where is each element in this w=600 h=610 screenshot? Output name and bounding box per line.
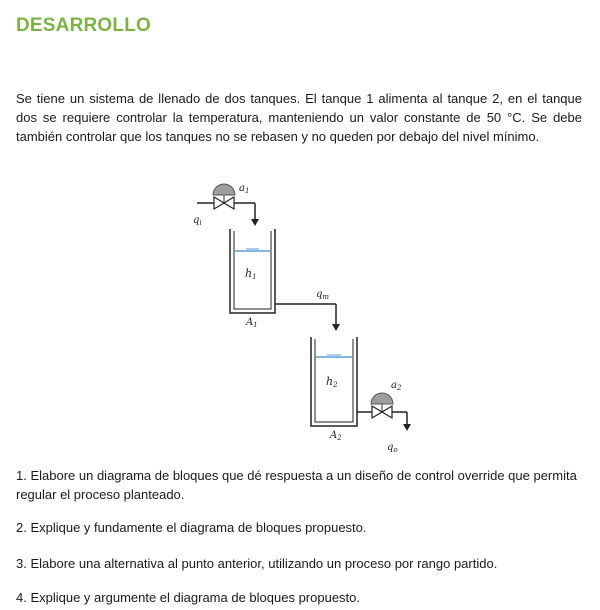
outlet-arrow xyxy=(403,424,411,431)
label-qm: $q_m$ xyxy=(316,289,330,301)
two-tank-diagram xyxy=(183,163,433,458)
valve-a2-icon xyxy=(371,393,393,418)
valve-a1-icon xyxy=(213,184,235,209)
label-A1: $A_1$ xyxy=(246,317,258,329)
inlet-arrow xyxy=(251,219,259,226)
label-a1: $a_1$ xyxy=(239,183,250,195)
question-3: 3. Elabore una alternativa al punto anterior, utilizando un proceso por rango partido. xyxy=(16,556,498,571)
connecting-arrow xyxy=(332,324,340,331)
question-2: 2. Explique y fundamente el diagrama de bloques propuesto. xyxy=(16,520,367,535)
label-qo: $q_o$ xyxy=(387,442,398,454)
tank-1 xyxy=(230,229,275,313)
label-h2: h2 xyxy=(326,375,338,389)
tank-system-svg xyxy=(183,163,433,458)
label-a2: $a_2$ xyxy=(391,380,402,392)
label-A2: $A_2$ xyxy=(330,430,342,442)
problem-statement: Se tiene un sistema de llenado de dos tanques. El tanque 1 alimenta al tanque 2, en el tanque dos se requiere controlar la temperatura, manteniendo un valor constante de 50 °C. Se debe también controlar que los tanques no se rebasen y no queden por debajo del nivel mínimo. xyxy=(16,91,582,144)
question-4: 4. Explique y argumente el diagrama de bloques propuesto. xyxy=(16,590,360,605)
label-qi: $q_i$ xyxy=(193,215,202,227)
page-title: DESARROLLO xyxy=(16,15,151,36)
label-h1: h1 xyxy=(245,267,257,281)
question-1: 1. Elabore un diagrama de bloques que dé respuesta a un diseño de control override que permita regular el proceso planteado. xyxy=(16,468,577,502)
